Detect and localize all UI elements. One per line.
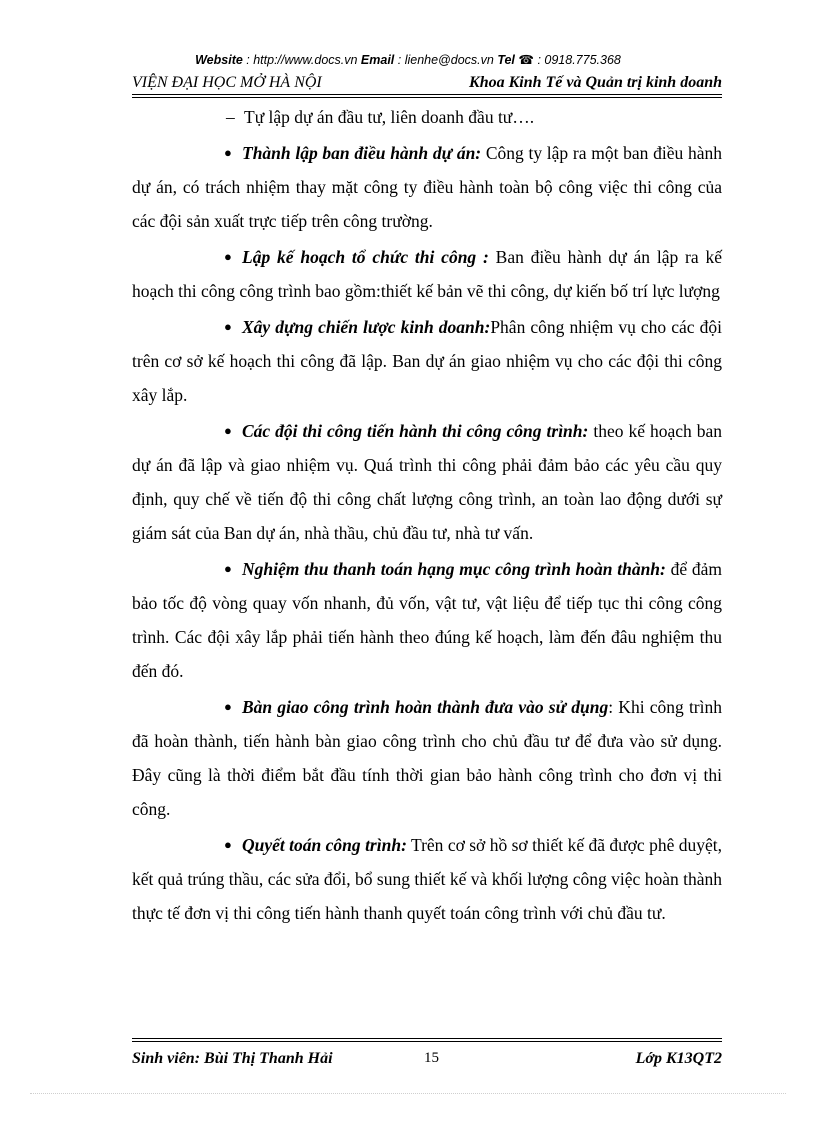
footer-class: Lớp K13QT2 [635, 1050, 722, 1067]
page-bottom-dotted-rule [30, 1093, 786, 1094]
bullet-icon: ● [224, 423, 232, 438]
bullet-icon: ● [224, 837, 232, 852]
tel-label: Tel [497, 53, 515, 67]
document-body [132, 100, 722, 930]
website-label: Website [195, 53, 243, 67]
bullet-text: Trên cơ sở hồ sơ thiết kế đã được phê duyệt, kết quả trúng thầu, các sửa đổi, bổ sung thiết kế và khối lượng công việc hoàn thành thực tế đơn vị thi công tiến hành thanh quyết toán công trình với chủ đầu tư. [132, 835, 722, 923]
website-url: : http://www.docs.vn [242, 53, 361, 67]
bullet-text: Công ty lập ra một ban điều hành dự án, có trách nhiệm thay mặt công ty điều hành toàn bộ công việc thi công của các đội sản xuất trực tiếp trên công trường. [132, 143, 722, 231]
bullet-icon: ● [224, 561, 232, 576]
bullet-icon: ● [224, 699, 232, 714]
dash-mark: – [226, 107, 235, 127]
bullet-lead: Bàn giao công trình hoàn thành đưa vào sử dụng [242, 697, 609, 717]
footer-rule-top [132, 1038, 722, 1039]
header-faculty: Khoa Kinh Tế và Quản trị kinh doanh [469, 74, 722, 91]
website-contact-bar [0, 52, 816, 67]
bullet-icon: ● [224, 145, 232, 160]
bullet-lead: Các đội thi công tiến hành thi công công trình: [242, 421, 589, 441]
footer-rule-bottom [132, 1041, 722, 1042]
bullet-text: Phân công nhiệm vụ cho các đội trên cơ sở kế hoạch thi công đã lập. Ban dự án giao nhiệm vụ cho các đội thi công xây lắp. [132, 317, 722, 405]
bullet-icon: ● [224, 319, 232, 334]
bullet-icon: ● [224, 249, 232, 264]
bullet-text: theo kế hoạch ban dự án đã lập và giao nhiệm vụ. Quá trình thi công phải đảm bảo các yêu cầu quy định, quy chế về tiến độ thi công chất lượng công trình, an toàn lao động dưới sự giám sát của Ban dự án, nhà thầu, chủ đầu tư, nhà tư vấn. [132, 421, 723, 543]
bullet-text: để đảm bảo tốc độ vòng quay vốn nhanh, đủ vốn, vật tư, vật liệu để tiếp tục thi công công trình. Các đội xây lắp phải tiến hành theo đúng kế hoạch, làm đến đâu nghiệm thu đến đó. [132, 559, 722, 681]
header-rule-top [132, 94, 722, 95]
bullet-paragraph [132, 552, 722, 688]
email-address: : lienhe@docs.vn [394, 53, 498, 67]
dash-item-text: Tự lập dự án đầu tư, liên doanh đầu tư…. [244, 107, 535, 127]
bullet-paragraph [132, 136, 722, 238]
email-label: Email [360, 53, 395, 67]
page-footer [132, 1050, 722, 1074]
bullet-paragraph [132, 690, 722, 826]
page-header [132, 74, 722, 94]
header-institute: VIỆN ĐẠI HỌC MỞ HÀ NỘI [132, 74, 322, 91]
bullet-lead: Quyết toán công trình: [242, 835, 407, 855]
page-number: 15 [424, 1050, 439, 1066]
phone-number: : 0918.775.368 [533, 53, 621, 67]
bullet-paragraph [132, 310, 722, 412]
bullet-paragraph [132, 240, 722, 308]
bullet-lead: Xây dựng chiến lược kinh doanh: [242, 317, 491, 337]
phone-icon: ☎ [518, 53, 534, 67]
bullet-paragraph [132, 828, 722, 930]
bullet-lead: Thành lập ban điều hành dự án: [242, 143, 482, 163]
bullet-text: Ban điều hành dự án lập ra kế hoạch thi công công trình bao gồm:thiết kế bản vẽ thi công, dự kiến bố trí lực lượng [132, 247, 722, 301]
bullet-lead: Nghiệm thu thanh toán hạng mục công trình hoàn thành: [242, 559, 666, 579]
header-rule-bottom [132, 97, 722, 98]
bullet-text: : Khi công trình đã hoàn thành, tiến hành bàn giao công trình cho chủ đầu tư để đưa vào sử dụng. Đây cũng là thời điểm bắt đầu tính thời gian bảo hành công trình cho đơn vị thi công. [132, 697, 722, 819]
dash-item [132, 100, 722, 134]
footer-student: Sinh viên: Bùi Thị Thanh Hải [132, 1050, 333, 1067]
bullet-paragraph [132, 414, 722, 550]
bullet-lead: Lập kế hoạch tổ chức thi công : [242, 247, 489, 267]
